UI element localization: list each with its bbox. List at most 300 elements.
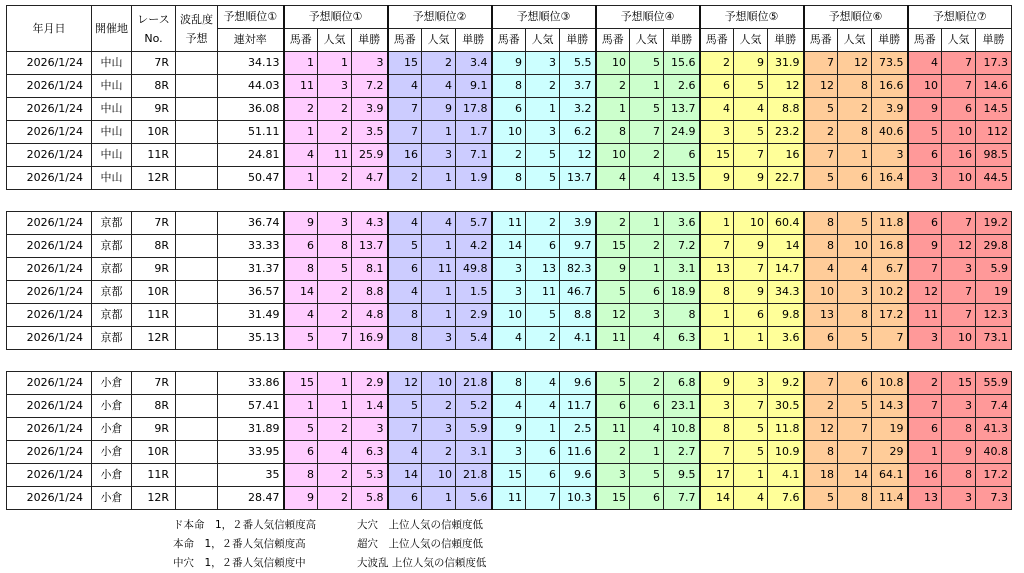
upset-cell xyxy=(176,75,218,98)
table-row xyxy=(7,327,1012,350)
rank-value-cell: 11 xyxy=(596,327,630,350)
rank-value-cell: 1 xyxy=(908,441,942,464)
rank-value-cell: 13 xyxy=(700,258,734,281)
rank-value-cell: 4 xyxy=(630,418,664,441)
rank-value-cell: 6.8 xyxy=(664,372,700,395)
rank-value-cell: 2 xyxy=(284,98,318,121)
date-cell: 2026/1/24 xyxy=(7,327,92,350)
col-header-rank-group: 予想順位② xyxy=(388,6,492,29)
rank-value-cell: 3 xyxy=(630,304,664,327)
rank-value-cell: 11 xyxy=(284,75,318,98)
rank-value-cell: 3.2 xyxy=(560,98,596,121)
rank-value-cell: 7 xyxy=(630,121,664,144)
rank-value-cell: 73.1 xyxy=(976,327,1012,350)
rank-value-cell: 1 xyxy=(422,304,456,327)
col-header-rank-group: 予想順位⑥ xyxy=(804,6,908,29)
rate-cell: 34.13 xyxy=(218,52,284,75)
race-cell: 7R xyxy=(132,212,176,235)
rank-value-cell: 5 xyxy=(596,281,630,304)
rank-value-cell: 2 xyxy=(630,372,664,395)
table-row xyxy=(7,212,1012,235)
rank-value-cell: 23.2 xyxy=(768,121,804,144)
table-row xyxy=(7,372,1012,395)
rate-cell: 24.81 xyxy=(218,144,284,167)
rank-value-cell: 8 xyxy=(942,464,976,487)
rank-value-cell: 3 xyxy=(352,418,388,441)
rank-value-cell: 9 xyxy=(734,235,768,258)
rank-value-cell: 7 xyxy=(388,121,422,144)
rank-value-cell: 4 xyxy=(526,395,560,418)
rank-value-cell: 2 xyxy=(596,441,630,464)
race-cell: 11R xyxy=(132,464,176,487)
rank-value-cell: 9.7 xyxy=(560,235,596,258)
rank-value-cell: 4 xyxy=(422,212,456,235)
table-row xyxy=(7,441,1012,464)
rank-value-cell: 3 xyxy=(942,487,976,510)
rank-value-cell: 1 xyxy=(700,304,734,327)
rank-value-cell: 6 xyxy=(908,212,942,235)
rank-value-cell: 17.8 xyxy=(456,98,492,121)
rank-value-cell: 15 xyxy=(596,235,630,258)
rank-value-cell: 1 xyxy=(318,395,352,418)
rank-value-cell: 10 xyxy=(422,464,456,487)
rank-value-cell: 7.1 xyxy=(456,144,492,167)
rank-value-cell: 12 xyxy=(768,75,804,98)
col-header-sub: 馬番 xyxy=(908,29,942,52)
rank-value-cell: 4 xyxy=(596,167,630,190)
rank-value-cell: 2 xyxy=(318,121,352,144)
col-header-sub: 人気 xyxy=(318,29,352,52)
rank-value-cell: 6 xyxy=(838,167,872,190)
rank-value-cell: 14.3 xyxy=(872,395,908,418)
rank-value-cell: 8 xyxy=(838,304,872,327)
rank-value-cell: 7.4 xyxy=(976,395,1012,418)
rank-value-cell: 9 xyxy=(908,98,942,121)
rank-value-cell: 8 xyxy=(804,441,838,464)
rank-value-cell: 6.3 xyxy=(352,441,388,464)
rank-value-cell: 15 xyxy=(596,487,630,510)
rate-cell: 36.08 xyxy=(218,98,284,121)
rate-cell: 36.57 xyxy=(218,281,284,304)
race-cell: 7R xyxy=(132,52,176,75)
col-header-sub: 馬番 xyxy=(596,29,630,52)
rank-value-cell: 10 xyxy=(492,304,526,327)
rank-value-cell: 6 xyxy=(388,487,422,510)
rank-value-cell: 10 xyxy=(838,235,872,258)
rank-value-cell: 10 xyxy=(734,212,768,235)
rank-value-cell: 5 xyxy=(526,167,560,190)
rank-value-cell: 5 xyxy=(630,52,664,75)
table-row xyxy=(7,167,1012,190)
rank-value-cell: 6 xyxy=(630,395,664,418)
date-cell: 2026/1/24 xyxy=(7,487,92,510)
legend-row xyxy=(173,516,486,535)
table-row xyxy=(7,52,1012,75)
race-cell: 8R xyxy=(132,75,176,98)
upset-cell xyxy=(176,418,218,441)
upset-cell xyxy=(176,395,218,418)
rank-value-cell: 2 xyxy=(318,281,352,304)
rank-value-cell: 7 xyxy=(872,327,908,350)
rank-value-cell: 5 xyxy=(630,98,664,121)
rank-value-cell: 16.8 xyxy=(872,235,908,258)
rank-value-cell: 9 xyxy=(908,235,942,258)
rank-value-cell: 5 xyxy=(596,372,630,395)
rank-value-cell: 7.6 xyxy=(768,487,804,510)
rank-value-cell: 8 xyxy=(942,418,976,441)
rank-value-cell: 25.9 xyxy=(352,144,388,167)
rank-value-cell: 12 xyxy=(804,418,838,441)
rank-value-cell: 6 xyxy=(804,327,838,350)
legend-text: 中穴 1，２番人気信頼度中 xyxy=(173,557,306,569)
rank-value-cell: 1 xyxy=(630,258,664,281)
rank-value-cell: 3 xyxy=(700,395,734,418)
rank-value-cell: 49.8 xyxy=(456,258,492,281)
rank-value-cell: 8 xyxy=(318,235,352,258)
rank-value-cell: 2.5 xyxy=(560,418,596,441)
rank-value-cell: 11.7 xyxy=(560,395,596,418)
rank-value-cell: 1 xyxy=(422,235,456,258)
rank-value-cell: 6.3 xyxy=(664,327,700,350)
race-prediction-table xyxy=(6,5,1012,510)
rank-value-cell: 3 xyxy=(492,258,526,281)
rank-value-cell: 11 xyxy=(492,487,526,510)
rank-value-cell: 3 xyxy=(526,52,560,75)
rank-value-cell: 3 xyxy=(422,418,456,441)
col-header-sub: 人気 xyxy=(630,29,664,52)
rank-value-cell: 3 xyxy=(422,327,456,350)
rank-value-cell: 12 xyxy=(838,52,872,75)
col-header-rate: 予想順位① xyxy=(218,6,284,29)
rank-value-cell: 3.9 xyxy=(560,212,596,235)
upset-legend xyxy=(173,516,486,573)
date-cell: 2026/1/24 xyxy=(7,144,92,167)
rank-value-cell: 2 xyxy=(596,212,630,235)
upset-cell xyxy=(176,235,218,258)
rank-value-cell: 1 xyxy=(596,98,630,121)
rank-value-cell: 12 xyxy=(388,372,422,395)
rank-value-cell: 8 xyxy=(388,327,422,350)
upset-cell xyxy=(176,441,218,464)
venue-cell: 京都 xyxy=(92,281,132,304)
rank-value-cell: 10 xyxy=(492,121,526,144)
rank-value-cell: 4 xyxy=(908,52,942,75)
rank-value-cell: 1 xyxy=(526,418,560,441)
rank-value-cell: 2 xyxy=(422,441,456,464)
col-header-sub: 単勝 xyxy=(664,29,700,52)
rank-value-cell: 11.8 xyxy=(872,212,908,235)
rank-value-cell: 9 xyxy=(734,281,768,304)
col-header-rank-group: 予想順位⑤ xyxy=(700,6,804,29)
rank-value-cell: 1 xyxy=(318,52,352,75)
rank-value-cell: 4 xyxy=(734,98,768,121)
race-cell: 9R xyxy=(132,258,176,281)
rank-value-cell: 16.9 xyxy=(352,327,388,350)
rank-value-cell: 11.4 xyxy=(872,487,908,510)
rank-value-cell: 7 xyxy=(942,212,976,235)
table-row xyxy=(7,304,1012,327)
rank-value-cell: 1.4 xyxy=(352,395,388,418)
rank-value-cell: 21.8 xyxy=(456,464,492,487)
rank-value-cell: 4.1 xyxy=(768,464,804,487)
venue-cell: 中山 xyxy=(92,98,132,121)
rank-value-cell: 16.6 xyxy=(872,75,908,98)
rate-cell: 51.11 xyxy=(218,121,284,144)
rank-value-cell: 5.6 xyxy=(456,487,492,510)
rank-value-cell: 3 xyxy=(492,441,526,464)
rank-value-cell: 11 xyxy=(318,144,352,167)
rank-value-cell: 3 xyxy=(942,395,976,418)
date-cell: 2026/1/24 xyxy=(7,395,92,418)
rank-value-cell: 2 xyxy=(422,395,456,418)
rank-value-cell: 16.4 xyxy=(872,167,908,190)
rate-cell: 35 xyxy=(218,464,284,487)
rank-value-cell: 10 xyxy=(908,75,942,98)
venue-cell: 京都 xyxy=(92,212,132,235)
rank-value-cell: 5 xyxy=(284,327,318,350)
col-header-sub: 単勝 xyxy=(976,29,1012,52)
rank-value-cell: 19.2 xyxy=(976,212,1012,235)
rank-value-cell: 8.8 xyxy=(560,304,596,327)
rank-value-cell: 1 xyxy=(630,75,664,98)
rank-value-cell: 1 xyxy=(838,144,872,167)
rank-value-cell: 7 xyxy=(804,372,838,395)
rank-value-cell: 3 xyxy=(352,52,388,75)
rank-value-cell: 15 xyxy=(700,144,734,167)
rank-value-cell: 4 xyxy=(838,258,872,281)
rank-value-cell: 4 xyxy=(492,395,526,418)
rank-value-cell: 5 xyxy=(908,121,942,144)
rank-value-cell: 7 xyxy=(942,52,976,75)
rank-value-cell: 7.3 xyxy=(976,487,1012,510)
date-cell: 2026/1/24 xyxy=(7,464,92,487)
rank-value-cell: 15.6 xyxy=(664,52,700,75)
rank-value-cell: 9.5 xyxy=(664,464,700,487)
rank-value-cell: 6 xyxy=(526,441,560,464)
table-row xyxy=(7,258,1012,281)
col-header-race xyxy=(132,6,176,52)
rank-value-cell: 4.8 xyxy=(352,304,388,327)
rank-value-cell: 5 xyxy=(838,395,872,418)
header-label-line: 予想 xyxy=(185,31,208,45)
col-header-rank-group: 予想順位⑦ xyxy=(908,6,1012,29)
date-cell: 2026/1/24 xyxy=(7,212,92,235)
table-row xyxy=(7,395,1012,418)
rank-value-cell: 11 xyxy=(596,418,630,441)
rank-value-cell: 8 xyxy=(492,167,526,190)
rank-value-cell: 9 xyxy=(422,98,456,121)
rank-value-cell: 10.2 xyxy=(872,281,908,304)
rank-value-cell: 1 xyxy=(630,441,664,464)
rank-value-cell: 1 xyxy=(318,372,352,395)
rank-value-cell: 1 xyxy=(700,212,734,235)
rank-value-cell: 7.2 xyxy=(352,75,388,98)
rank-value-cell: 7 xyxy=(734,258,768,281)
rank-value-cell: 13.5 xyxy=(664,167,700,190)
rank-value-cell: 7 xyxy=(942,304,976,327)
rank-value-cell: 16 xyxy=(908,464,942,487)
col-header-rank-group: 予想順位④ xyxy=(596,6,700,29)
rank-value-cell: 3.6 xyxy=(768,327,804,350)
col-header-rate-sub: 連対率 xyxy=(218,29,284,52)
rank-value-cell: 7 xyxy=(804,144,838,167)
rank-value-cell: 13.7 xyxy=(352,235,388,258)
rank-value-cell: 11 xyxy=(908,304,942,327)
rank-value-cell: 10.8 xyxy=(872,372,908,395)
rank-value-cell: 5 xyxy=(838,327,872,350)
rank-value-cell: 6 xyxy=(838,372,872,395)
rank-value-cell: 6 xyxy=(284,441,318,464)
table-row xyxy=(7,98,1012,121)
rank-value-cell: 18 xyxy=(804,464,838,487)
rank-value-cell: 19 xyxy=(976,281,1012,304)
col-header-sub: 馬番 xyxy=(492,29,526,52)
rank-value-cell: 4 xyxy=(526,372,560,395)
rank-value-cell: 7 xyxy=(318,327,352,350)
upset-cell xyxy=(176,327,218,350)
rank-value-cell: 9 xyxy=(596,258,630,281)
venue-cell: 京都 xyxy=(92,258,132,281)
rank-value-cell: 5.4 xyxy=(456,327,492,350)
rank-value-cell: 10.8 xyxy=(664,418,700,441)
rank-value-cell: 6 xyxy=(492,98,526,121)
rank-value-cell: 2 xyxy=(388,167,422,190)
rank-value-cell: 2 xyxy=(700,52,734,75)
rank-value-cell: 1 xyxy=(284,52,318,75)
rank-value-cell: 9 xyxy=(492,52,526,75)
rank-value-cell: 7 xyxy=(838,441,872,464)
rank-value-cell: 7 xyxy=(838,418,872,441)
table-row xyxy=(7,487,1012,510)
col-header-sub: 単勝 xyxy=(560,29,596,52)
rank-value-cell: 5 xyxy=(734,441,768,464)
rate-cell: 28.47 xyxy=(218,487,284,510)
table-row xyxy=(7,464,1012,487)
rank-value-cell: 10 xyxy=(596,144,630,167)
rank-value-cell: 16 xyxy=(942,144,976,167)
rank-value-cell: 2 xyxy=(318,167,352,190)
rank-value-cell: 9.6 xyxy=(560,372,596,395)
rank-value-cell: 12 xyxy=(908,281,942,304)
rank-value-cell: 17.2 xyxy=(976,464,1012,487)
rank-value-cell: 3.7 xyxy=(560,75,596,98)
rank-value-cell: 9 xyxy=(700,167,734,190)
legend-text: ド本命 1，２番人気信頼度高 xyxy=(173,519,317,531)
rank-value-cell: 2 xyxy=(422,52,456,75)
rank-value-cell: 2 xyxy=(630,144,664,167)
rank-value-cell: 55.9 xyxy=(976,372,1012,395)
rank-value-cell: 17 xyxy=(700,464,734,487)
rank-value-cell: 16 xyxy=(768,144,804,167)
rank-value-cell: 3 xyxy=(942,258,976,281)
rank-value-cell: 2 xyxy=(492,144,526,167)
legend-row xyxy=(173,535,486,554)
venue-cell: 小倉 xyxy=(92,418,132,441)
rank-value-cell: 14.5 xyxy=(976,98,1012,121)
date-cell: 2026/1/24 xyxy=(7,98,92,121)
rank-value-cell: 8 xyxy=(838,75,872,98)
rank-value-cell: 7 xyxy=(388,418,422,441)
race-cell: 9R xyxy=(132,418,176,441)
rank-value-cell: 14 xyxy=(492,235,526,258)
rank-value-cell: 3.9 xyxy=(872,98,908,121)
rank-value-cell: 13 xyxy=(526,258,560,281)
rank-value-cell: 11.6 xyxy=(560,441,596,464)
date-cell: 2026/1/24 xyxy=(7,441,92,464)
rank-value-cell: 11 xyxy=(492,212,526,235)
rank-value-cell: 9 xyxy=(942,441,976,464)
rank-value-cell: 4 xyxy=(422,75,456,98)
rank-value-cell: 23.1 xyxy=(664,395,700,418)
rank-value-cell: 7 xyxy=(804,52,838,75)
rank-value-cell: 3 xyxy=(838,281,872,304)
rank-value-cell: 13.7 xyxy=(664,98,700,121)
rank-value-cell: 2 xyxy=(630,235,664,258)
rank-value-cell: 7 xyxy=(908,395,942,418)
rank-value-cell: 8 xyxy=(492,75,526,98)
rank-value-cell: 7 xyxy=(700,235,734,258)
rank-value-cell: 9 xyxy=(734,167,768,190)
rank-value-cell: 7 xyxy=(908,258,942,281)
rank-value-cell: 3.5 xyxy=(352,121,388,144)
rank-value-cell: 5 xyxy=(734,121,768,144)
rank-value-cell: 29 xyxy=(872,441,908,464)
venue-cell: 小倉 xyxy=(92,372,132,395)
rank-value-cell: 15 xyxy=(492,464,526,487)
col-header-sub: 人気 xyxy=(838,29,872,52)
rank-value-cell: 6 xyxy=(734,304,768,327)
rank-value-cell: 18.9 xyxy=(664,281,700,304)
rank-value-cell: 7 xyxy=(942,281,976,304)
table-row xyxy=(7,144,1012,167)
rank-value-cell: 31.9 xyxy=(768,52,804,75)
race-cell: 9R xyxy=(132,98,176,121)
rank-value-cell: 2 xyxy=(526,212,560,235)
race-cell: 10R xyxy=(132,281,176,304)
race-cell: 8R xyxy=(132,395,176,418)
rank-value-cell: 46.7 xyxy=(560,281,596,304)
rank-value-cell: 4.3 xyxy=(352,212,388,235)
rank-value-cell: 2.6 xyxy=(664,75,700,98)
rank-value-cell: 3 xyxy=(908,167,942,190)
rank-value-cell: 2 xyxy=(318,487,352,510)
rank-value-cell: 4.2 xyxy=(456,235,492,258)
rank-value-cell: 8 xyxy=(700,281,734,304)
rank-value-cell: 7.7 xyxy=(664,487,700,510)
rank-value-cell: 3 xyxy=(318,75,352,98)
race-cell: 12R xyxy=(132,487,176,510)
rank-value-cell: 9 xyxy=(284,487,318,510)
rate-cell: 33.33 xyxy=(218,235,284,258)
rate-cell: 50.47 xyxy=(218,167,284,190)
rank-value-cell: 9.2 xyxy=(768,372,804,395)
date-cell: 2026/1/24 xyxy=(7,281,92,304)
race-cell: 10R xyxy=(132,441,176,464)
rank-value-cell: 5 xyxy=(804,98,838,121)
rank-value-cell: 6 xyxy=(664,144,700,167)
rank-value-cell: 8 xyxy=(388,304,422,327)
rank-value-cell: 40.8 xyxy=(976,441,1012,464)
rank-value-cell: 15 xyxy=(284,372,318,395)
rank-value-cell: 8 xyxy=(664,304,700,327)
venue-cell: 中山 xyxy=(92,75,132,98)
rank-value-cell: 7 xyxy=(942,75,976,98)
rank-value-cell: 10 xyxy=(942,327,976,350)
rank-value-cell: 8 xyxy=(804,235,838,258)
rank-value-cell: 24.9 xyxy=(664,121,700,144)
rank-value-cell: 8 xyxy=(838,121,872,144)
rank-value-cell: 5 xyxy=(388,235,422,258)
